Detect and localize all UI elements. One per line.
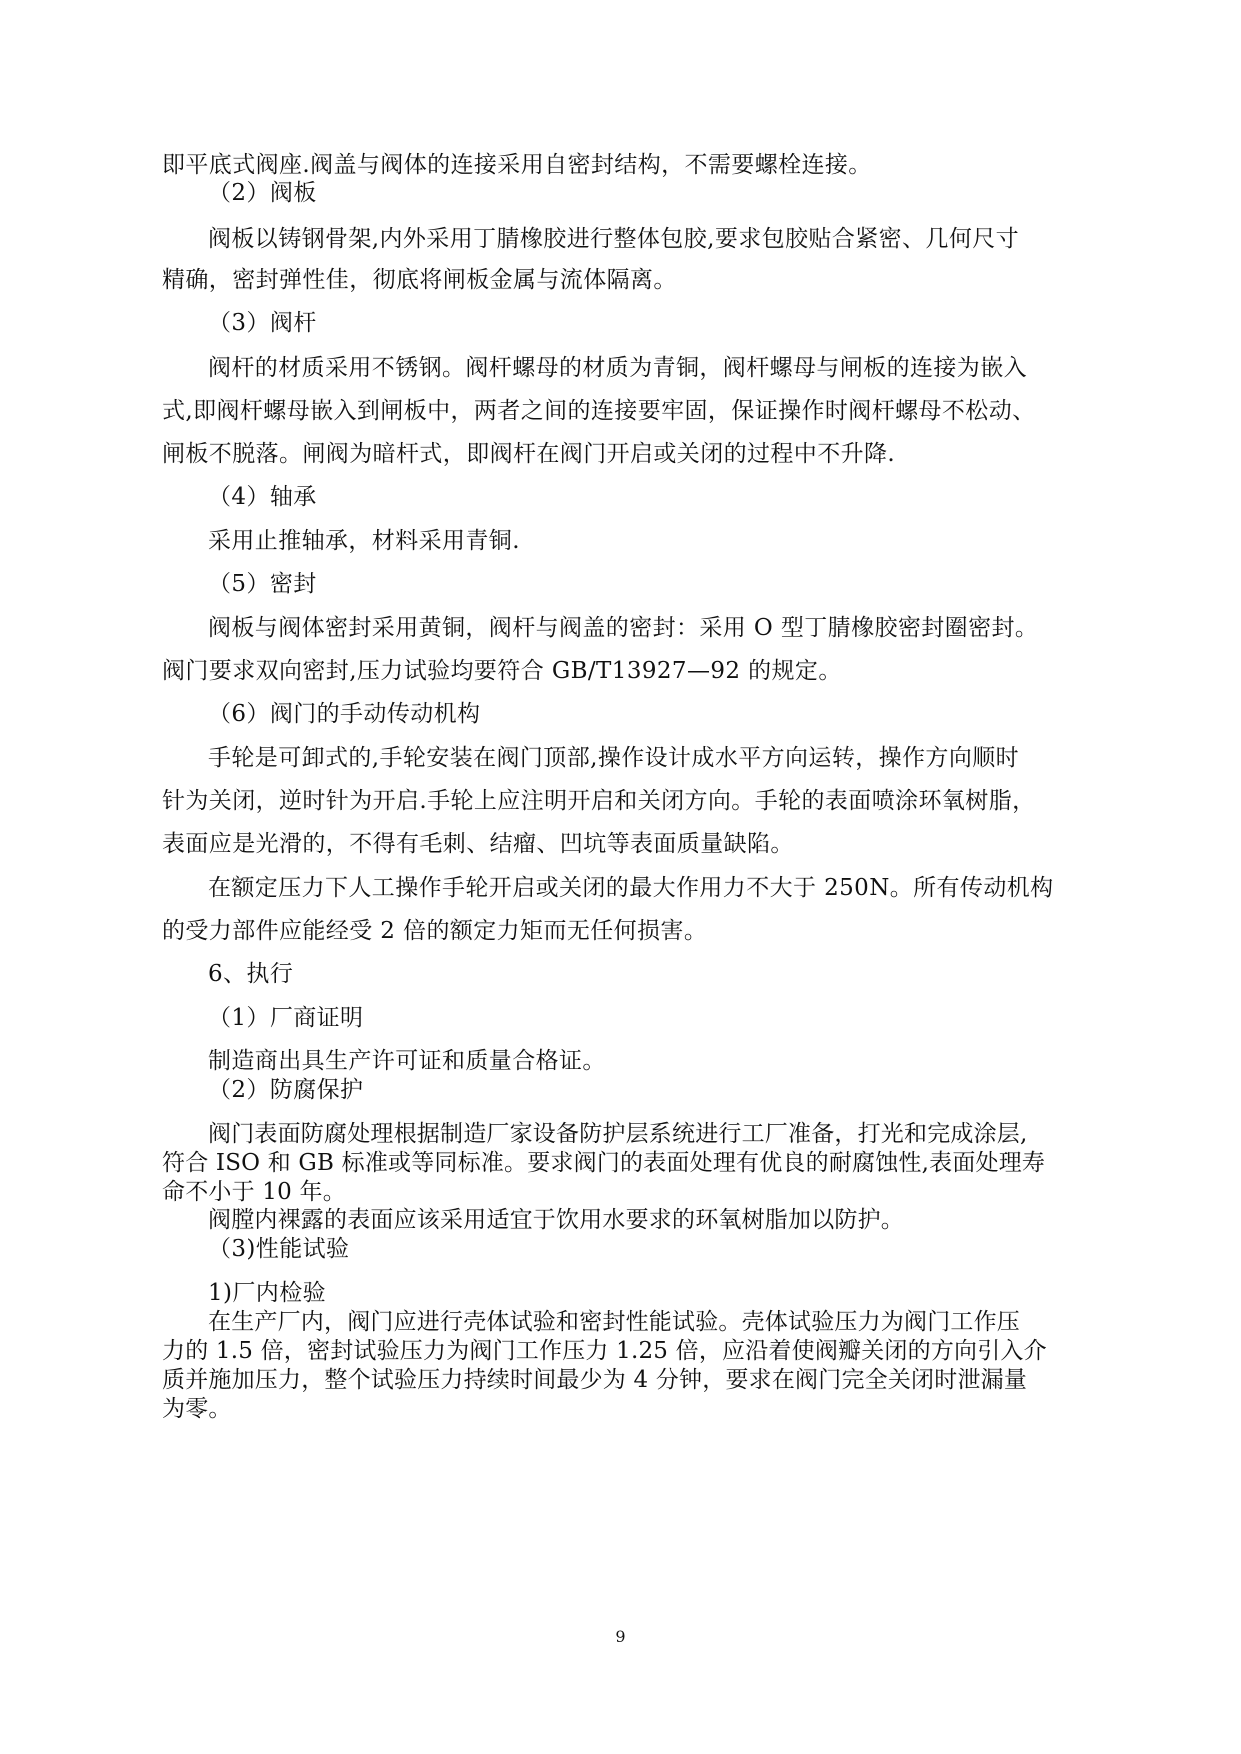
paragraph-line: 阀板以铸钢骨架,内外采用丁腈橡胶进行整体包胶,要求包胶贴合紧密、几何尺寸 (208, 226, 1020, 252)
paragraph-line: 即平底式阀座.阀盖与阀体的连接采用自密封结构，不需要螺栓连接。 (162, 152, 872, 178)
section-heading: （4）轴承 (208, 484, 317, 510)
paragraph-line: 式,即阀杆螺母嵌入到闸板中，两者之间的连接要牢固，保证操作时阀杆螺母不松动、 (162, 398, 1036, 424)
section-heading: （2）阀板 (208, 180, 317, 206)
paragraph-line: 符合 ISO 和 GB 标准或等同标准。要求阀门的表面处理有优良的耐腐蚀性,表面处理寿 (162, 1150, 1046, 1176)
paragraph-line: 阀门表面防腐处理根据制造厂家设备防护层系统进行工厂准备，打光和完成涂层, (208, 1121, 1028, 1147)
section-heading: （3)性能试验 (208, 1236, 350, 1262)
paragraph-line: 采用止推轴承，材料采用青铜. (208, 528, 520, 554)
paragraph-line: 的受力部件应能经受 2 倍的额定力矩而无任何损害。 (162, 918, 708, 944)
paragraph-line: 力的 1.5 倍，密封试验压力为阀门工作压力 1.25 倍，应沿着使阀瓣关闭的方向引入介 (162, 1338, 1047, 1364)
paragraph-line: 在生产厂内，阀门应进行壳体试验和密封性能试验。壳体试验压力为阀门工作压 (208, 1309, 1020, 1335)
section-heading: （6）阀门的手动传动机构 (208, 701, 481, 727)
section-heading: （2）防腐保护 (208, 1077, 364, 1103)
section-heading: （1）厂商证明 (208, 1005, 364, 1031)
page-number: 9 (615, 1627, 626, 1646)
paragraph-line: 阀板与阀体密封采用黄铜，阀杆与阀盖的密封：采用 O 型丁腈橡胶密封圈密封。 (208, 615, 1039, 641)
paragraph-line: 阀门要求双向密封,压力试验均要符合 GB/T13927—92 的规定。 (162, 658, 842, 684)
section-heading: 1)厂内检验 (208, 1280, 327, 1306)
paragraph-line: 阀杆的材质采用不锈钢。阀杆螺母的材质为青铜，阀杆螺母与闸板的连接为嵌入 (208, 355, 1027, 381)
paragraph-line: 命不小于 10 年。 (162, 1179, 346, 1205)
paragraph-line: 阀膛内裸露的表面应该采用适宜于饮用水要求的环氧树脂加以防护。 (208, 1207, 904, 1233)
paragraph-line: 针为关闭，逆时针为开启.手轮上应注明开启和关闭方向。手轮的表面喷涂环氧树脂， (162, 788, 1036, 814)
section-heading: （3）阀杆 (208, 310, 317, 336)
paragraph-line: 闸板不脱落。闸阀为暗杆式，即阀杆在阀门开启或关闭的过程中不升降. (162, 441, 896, 467)
section-heading: （5）密封 (208, 571, 317, 597)
section-heading: 6、执行 (208, 961, 294, 987)
paragraph-line: 在额定压力下人工操作手轮开启或关闭的最大作用力不大于 250N。所有传动机构 (208, 875, 1054, 901)
paragraph-line: 精确，密封弹性佳，彻底将闸板金属与流体隔离。 (162, 267, 677, 293)
paragraph-line: 为零。 (162, 1396, 232, 1422)
paragraph-line: 质并施加压力，整个试验压力持续时间最少为 4 分钟，要求在阀门完全关闭时泄漏量 (162, 1367, 1028, 1393)
paragraph-line: 表面应是光滑的，不得有毛刺、结瘤、凹坑等表面质量缺陷。 (162, 831, 794, 857)
paragraph-line: 手轮是可卸式的,手轮安装在阀门顶部,操作设计成水平方向运转，操作方向顺时 (208, 745, 1020, 771)
paragraph-line: 制造商出具生产许可证和质量合格证。 (208, 1048, 606, 1074)
